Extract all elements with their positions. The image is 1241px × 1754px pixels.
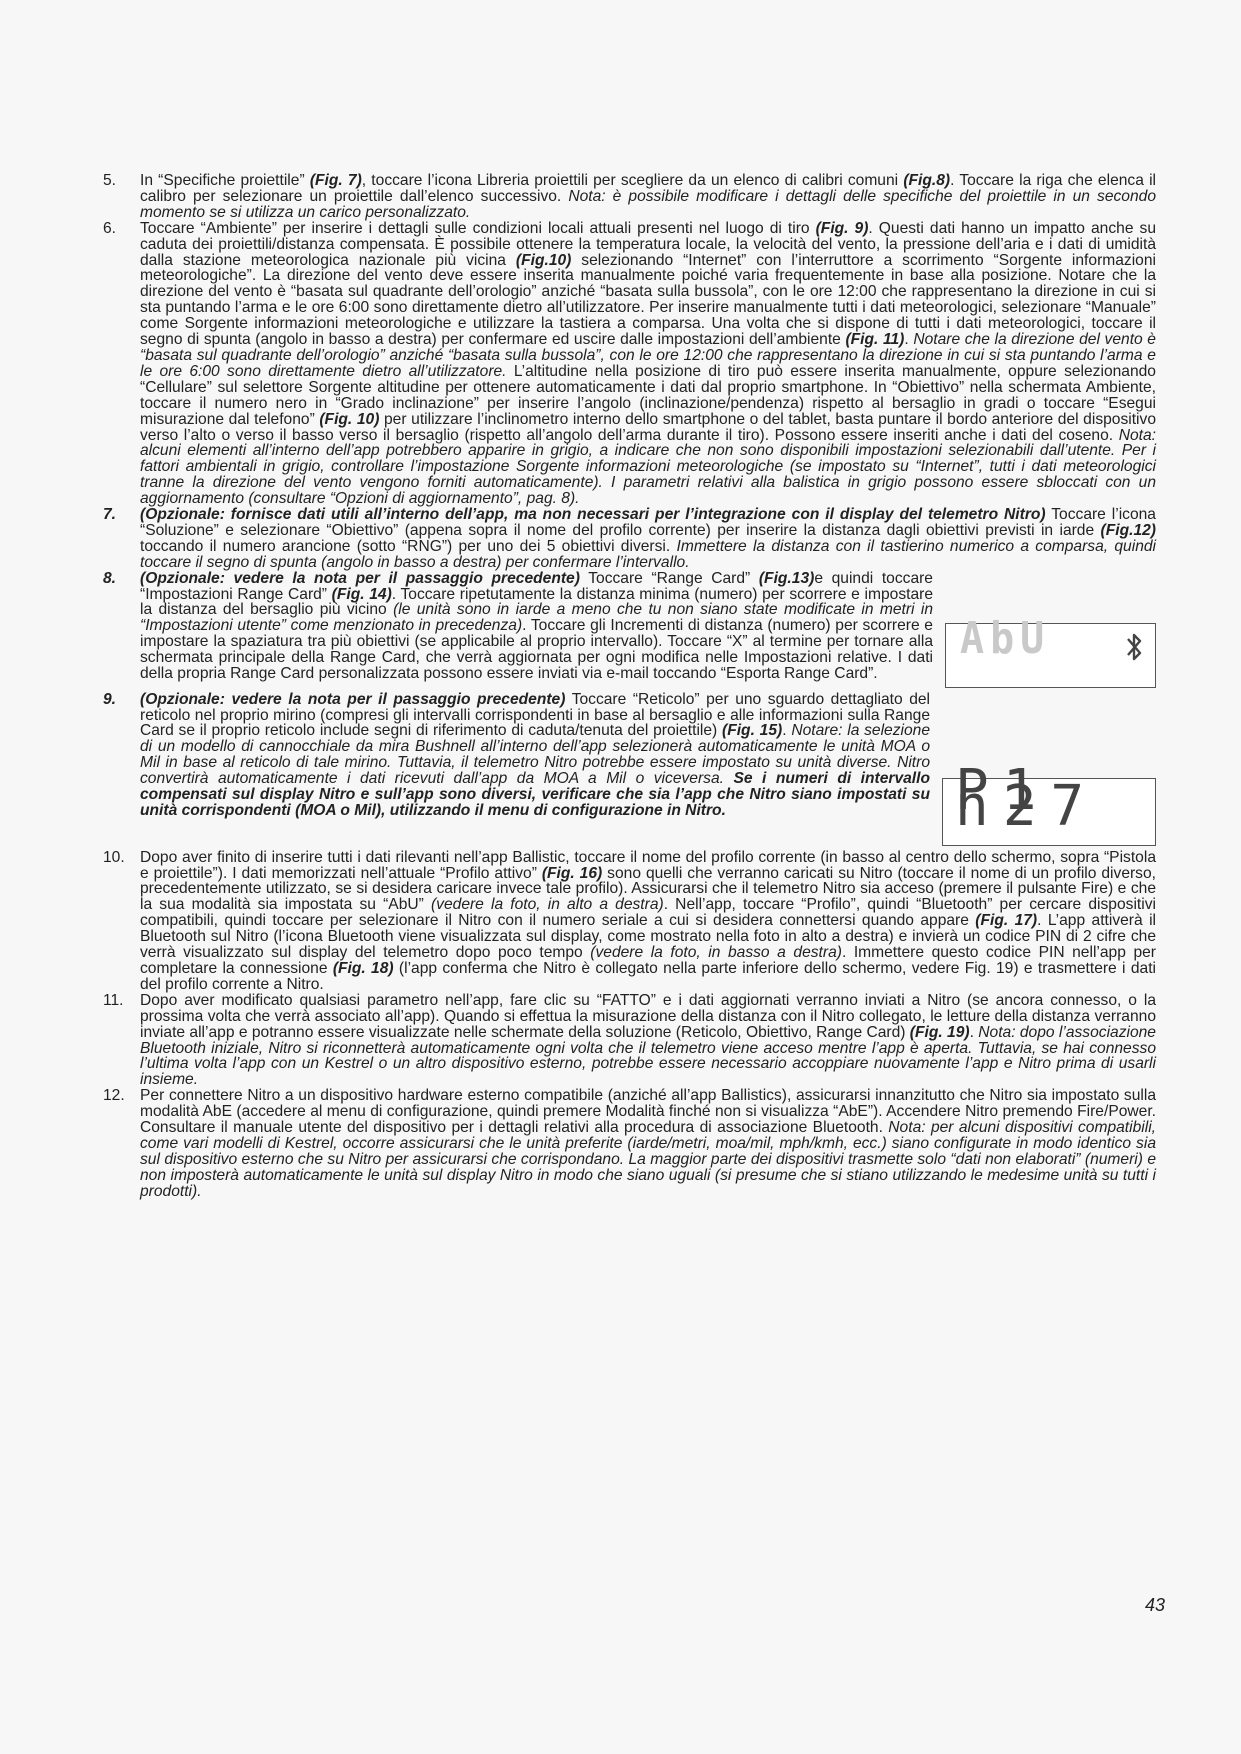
lcd-pin-readout: P1 n27 [955,757,1099,839]
text-segment: . [782,722,792,740]
text-segment: . Immettere questo codice PIN nell’app per completare la connessione [140,944,1156,977]
text-segment: (Fig. 19) [909,1023,970,1041]
text-segment: (le unità sono in iarde a meno che tu non siano state modificate in metri in “Impostazioni utente” come menzionato in precedenza) [140,601,933,635]
text-segment: (Fig.10) [515,251,572,269]
text-segment: Toccare “Range Card” [579,570,759,587]
text-segment: L’altitudine nella posizione di tiro può essere inserita manualmente, oppure selezionando “Cellulare” sul selettore Sorgente altitudine per ottenere automaticamente i dati dal proprio smartphone. In “Obiettivo” nella schermata Ambiente, toccare il numero nero in “Grado inclinazione” per inserire l’angolo (inclinazione/pendenza) rispetto al bersaglio in gradi o toccare “Esegui misurazione dal telefono” [140,362,1156,428]
text-segment: (Fig. 14) [331,585,392,603]
lcd-photo-abu [945,613,1156,688]
lcd-mode-readout: AbU [960,613,1051,664]
text-segment: (Opzionale: vedere la nota per il passaggio precedente) [140,691,566,708]
text-segment: Se i numeri di intervallo compensati sul display Nitro e sull’app sono diversi, verificare che sia l’app che Nitro siano impostati su unità corrispondenti (MOA o Mil), utilizzando il menu di configurazione in Nitro. [140,770,930,819]
text-segment: (l’app conferma che Nitro è collegato nella parte inferiore dello schermo, vedere Fig. 19) e trasmettere i dati del profilo corrente a Nitro. [140,960,1156,993]
text-segment: . Nell’app, toccare “Profilo”, quindi “Bluetooth” per cercare dispositivi compatibili, quindi toccare per selezionare il Nitro con il numero seriale a cui si desidera connettersi quando appare [140,896,1156,930]
lcd-photo-pin [942,757,1156,846]
text-segment: (Fig.12) [1100,521,1156,539]
text-segment: (Fig.8) [903,172,951,189]
text-segment: Notare che la direzione del vento è “basata sul quadrante dell’orologio” anziché “basata sulla bussola”, con le ore 12:00 che rappresentano la direzione in cui si sta puntando l’arma e le ore 6:00 sono direttamente dietro all’utilizzatore. [140,331,1156,380]
page-number: 43 [1145,1595,1166,1615]
text-segment: . [904,331,914,349]
item-number: 7. [103,506,117,524]
item-text [140,1088,1156,1199]
item-text [140,850,1156,993]
text-segment: Toccare l’icona “Soluzione” e selezionare “Obiettivo” (appena sopra il nome del profilo corrente) per inserire la distanza dagli obiettivi previsti in iarde [140,506,1156,539]
text-segment: Notare: la selezione di un modello di cannocchiale da mira Bushnell all’interno dell’app selezionerà automaticamente le unità MOA o Mil in base al reticolo di tale mirino. Tuttavia, il telemetro Nitro potrebbe essere impostato su unità diverse. Nitro convertirà automaticamente i dati ricevuti dall’app da MOA a Mil o viceversa. [140,722,931,788]
text-segment: (Fig. 15) [722,722,783,740]
bluetooth-icon [1125,630,1143,664]
text-segment: Nota: è possibile modificare i dettagli delle specifiche del proiettile in un secondo momento se si utilizza un carico personalizzato. [140,187,1156,221]
text-segment: (Fig. 7) [309,172,362,189]
text-segment: (Fig. 10) [319,410,380,428]
text-segment: e quindi toccare “Impostazioni Range Card” [140,570,933,603]
item-number: 10. [103,848,125,866]
list-item-7 [101,507,1156,571]
text-segment: per utilizzare l’inclinometro interno dello smartphone o del tablet, basta puntare il bordo anteriore del dispositivo verso l’alto o verso il basso verso il bersaglio (rispetto all’angolo dell’arma durante il tiro). Possono essere inseriti anche i dati del coseno. [140,410,1156,444]
item-text [140,507,1156,571]
item-text [140,993,1156,1088]
list-item-12 [101,1088,1156,1199]
item-number: 8. [103,569,117,587]
text-segment: (Fig. 17) [975,912,1038,930]
text-segment: In “Specifiche proiettile” [140,172,310,189]
text-segment: (Opzionale: fornisce dati utili all’interno dell’app, ma non necessari per l’integrazione con il display del telemetro Nitro) [140,506,1046,524]
text-segment: Nota: alcuni elementi all’interno dell’app potrebbero apparire in grigio, a indicare che non sono disponibili impostazioni selezionabili dall’utente. Per i fattori ambientali in grigio, controllare l’impostazione Sorgente informazioni meteorologiche (se impostato su “Internet”, tutti i dati meteorologici tranne la direzione del vento vengono forniti automaticamente). I parametri relativi alla balistica in grigio possono essere sbloccati con un aggiornamento (consultare “Opzioni di aggiornamento”, pag. 8). [140,426,1156,508]
list-item-9 [101,692,1156,850]
text-segment: . Toccare la riga che elenca il calibro per selezionare un proiettile dall’elenco successivo. [140,172,1156,205]
item-text [140,221,1156,507]
text-segment: . Toccare ripetutamente la distanza minima (numero) per scorrere e impostare la distanza del bersaglio più vicino [140,585,933,619]
text-segment: Dopo aver finito di inserire tutti i dati rilevanti nell’app Ballistic, toccare il nome del profilo corrente (in basso al centro dello schermo, sopra “Pistola e proiettile”). I dati memorizzati nell’attuale “Profilo attivo” [140,848,1156,882]
text-segment: Toccare “Ambiente” per inserire i dettagli sulle condizioni locali attuali presenti nel luogo di tiro [140,219,816,237]
text-segment: (vedere la foto, in basso a destra) [590,944,842,962]
text-segment: Dopo aver modificato qualsiasi parametro nell’app, fare clic su “FATTO” e i dati aggiornati verranno inviati a Nitro (se ancora connesso, o la prossima volta che verrà associato all’app). Quando si effettua la misurazione della distanza con il Nitro collegato, le letture della distanza verranno inviate all’app e potranno essere visualizzate nelle schermate della soluzione (Reticolo, Obiettivo, Range Card) [140,991,1156,1041]
text-segment: (Fig. 9) [815,219,869,237]
text-segment: Toccare “Reticolo” per uno sguardo dettagliato del reticolo nel proprio mirino (compresi gli intervalli corrispondenti in base al bersaglio e alle informazioni sulla Range Card se il proprio reticolo include segni di riferimento di caduta/tenuta del proiettile) [140,691,930,740]
item-text [140,173,1156,221]
text-segment: sono quelli che verranno caricati su Nitro (toccare il nome di un profilo diverso, precedentemente utilizzato, se si desidera caricare invece tale profilo). Assicurarsi che il telemetro Nitro sia acceso (premere il pulsante Fire) e che la sua modalità sia impostata su “AbU” [140,864,1156,914]
item-text [140,571,1156,692]
text-segment: Per connettere Nitro a un dispositivo hardware esterno compatibile (anziché all’app Ballistics), assicurarsi innanzitutto che Nitro sia impostato sulla modalità AbE (accedere al menu di configurazione, quindi premere Modalità finché non si visualizza “AbE”). Accendere Nitro premendo Fire/Power. Consultare il manuale utente del dispositivo per i dettagli relativi alla procedura di associazione Bluetooth. [140,1087,1156,1137]
item-number: 6. [103,219,117,237]
text-segment: . [969,1023,979,1041]
text-segment: . L’app attiverà il Bluetooth sul Nitro (l’icona Bluetooth viene visualizzata sul display, come mostrato nella foto in alto a destra) e invierà un codice PIN di 2 cifre che verrà visualizzato sul display del telemetro dopo poco tempo [140,912,1156,962]
text-segment: . Toccare gli Incrementi di distanza (numero) per scorrere e impostare la spaziatura tra più obiettivi (se applicabile al proprio intervallo). Toccare “X” al termine per tornare alla schermata principale della Range Card, che verrà aggiornata per ogni modifica nelle Impostazioni relative. I dati della propria Range Card personalizzata possono essere inviati via e-mail toccando “Esporta Range Card”. [140,617,933,683]
list-item-6 [101,221,1156,507]
item-number: 11. [103,991,124,1009]
text-segment: (Fig.13) [758,570,815,587]
list-item-11 [101,993,1156,1088]
text-segment: (Fig. 18) [332,960,394,977]
text-segment: Immettere la distanza con il tastierino numerico a comparsa, quindi toccare il segno di spunta (angolo in basso a destra) per confermare l’intervallo. [140,537,1157,571]
text-segment: toccando il numero arancione (sotto “RNG”) per uno dei 5 obiettivi diversi. [140,537,677,555]
item-text [140,692,1156,850]
text-segment: (Opzionale: vedere la nota per il passaggio precedente) [140,570,580,587]
text-segment: , toccare l’icona Libreria proiettili per scegliere da un elenco di calibri comuni [361,172,904,189]
item-number: 12. [103,1087,125,1105]
text-segment: . Questi dati hanno un impatto anche su caduta dei proiettili/distanza compensata. È possibile ottenere la temperatura locale, la velocità del vento, la pressione dell’aria e i dati di umidità dalla stazione meteorologica nazionale più vicina [140,219,1157,269]
text-segment: (vedere la foto, in alto a destra) [430,896,664,914]
list-item-10 [101,850,1156,993]
text-segment: selezionando “Internet” con l’interruttore a scorrimento “Sorgente informazioni meteorologiche”. La direzione del vento deve essere inserita manualmente poiché varia frequentemente in base alla posizione. Notare che la direzione del vento è “basata sul quadrante dell’orologio” anziché “basata sulla bussola”, con le ore 12:00 che rappresentano la direzione in cui si sta puntando l’arma e le ore 6:00 sono direttamente dietro all’utilizzatore. Per inserire manualmente tutti i dati meteorologici, selezionare “Manuale” come Sorgente informazioni meteorologiche e utilizzare la tastiera a comparsa. Una volta che si dispone di tutti i dati meteorologici, toccare il segno di spunta (angolo in basso a destra) per confermare ed uscire dalle impostazioni dell’ambiente [140,251,1156,349]
text-segment: Nota: per alcuni dispositivi compatibili, come vari modelli di Kestrel, occorre assicurarsi che le unità preferite (iarde/metri, moa/mil, mph/kmh, ecc.) siano configurate in modo identico sia sul dispositivo esterno che su Nitro per assicurarsi che corrispondano. La maggior parte dei dispositivi trasmette solo “dati non elaborati” (numeri) e non imposterà automaticamente le unità sul display Nitro in modo che siano uguali (si presume che si stiano utilizzando le medesime unità su tutti i prodotti). [140,1119,1156,1200]
list-item-8 [101,571,1156,692]
item-number: 5. [103,172,117,189]
text-segment: Nota: dopo l’associazione Bluetooth iniziale, Nitro si riconnetterà automaticamente ogni volta che il telemetro viene acceso mentre l’app è aperta. Tuttavia, se hai connesso l’ultima volta l’app con un Kestrel o un altro dispositivo esterno, potrebbe essere necessario accoppiare nuovamente l’app e Nitro prima di usarli insieme. [140,1023,1156,1089]
text-segment: (Fig. 11) [845,331,905,349]
instruction-list [101,173,1156,1200]
item-number: 9. [103,690,117,708]
text-segment: (Fig. 16) [541,864,603,882]
list-item-5 [101,173,1156,221]
